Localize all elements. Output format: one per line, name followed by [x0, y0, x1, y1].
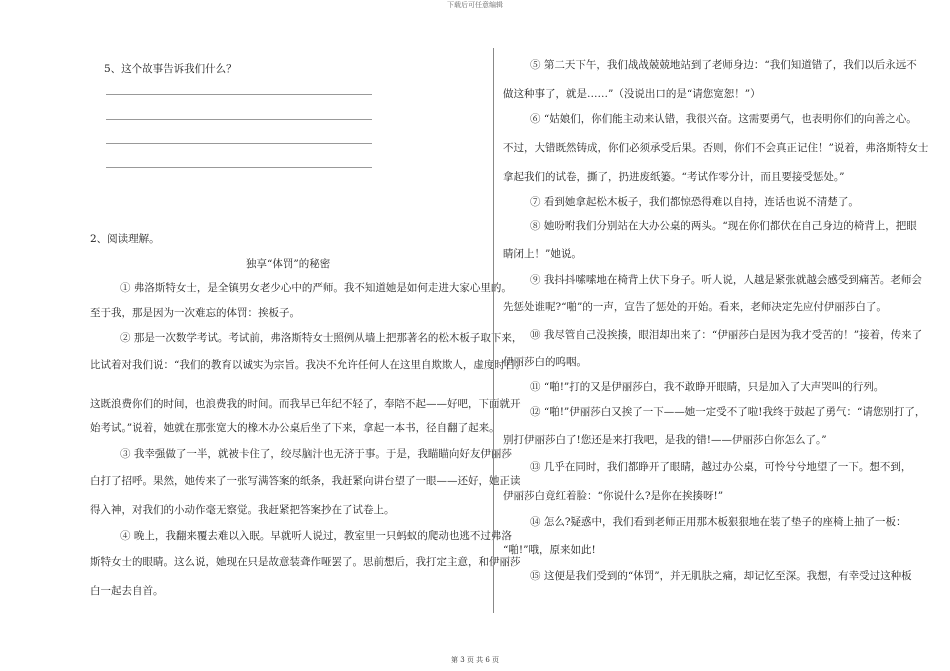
paragraph-line: ③ 我幸强做了一半，就被卡住了，绞尽脑汁也无济于事。于是，我瞄瞄向好友伊丽莎 — [120, 448, 512, 460]
section-label: 2、阅读理解。 — [90, 233, 160, 245]
paragraph-line: 始考试。”说着，她就在那张宽大的橡木办公桌后坐了下来，拿起一本书，径自翻了起来。 — [90, 422, 500, 434]
paragraph-line: 这既浪费你们的时间，也浪费我的时间。而我早已年纪不轻了，奉陪不起——好吧，下面就开 — [90, 398, 521, 410]
answer-line — [106, 119, 372, 120]
page-number: 第 3 页 共 6 页 — [450, 656, 500, 664]
paragraph-line: ⑨ 我抖抖嗦嗦地在椅背上伏下身子。听人说，人越是紧张就越会感受到痛苦。老师会 — [530, 274, 922, 286]
page-header: 下载后可任意编辑 — [447, 1, 503, 9]
answer-line — [106, 94, 372, 95]
paragraph-line: 得入神，对我们的小动作毫无察觉。我赶紧把答案抄在了试卷上。 — [90, 504, 395, 516]
paragraph-line: “啪!”哦，原来如此! — [503, 544, 596, 556]
paragraph-line: 白一起去自首。 — [90, 585, 164, 597]
paragraph-line: 拿起我们的试卷，撕了，扔进废纸篓。“考试作零分计，而且要接受惩处。” — [503, 171, 845, 183]
paragraph-line: 别打伊丽莎白了!您还是来打我吧，是我的错!——伊丽莎白你怎么了。” — [503, 434, 827, 446]
paragraph-line: 比试着对我们说：“我们的教育以诚实为宗旨。我决不允许任何人在这里自欺欺人，虚度时日。 — [90, 359, 526, 371]
paragraph-line: ⑤ 第二天下午，我们战战兢兢地站到了老师身边：“我们知道错了，我们以后永远不 — [530, 59, 917, 71]
paragraph-line: ⑬ 几乎在同时，我们都睁开了眼睛，越过办公桌，可怜兮兮地望了一下。想不到， — [530, 461, 912, 473]
paragraph-line: ① 弗洛斯特女士，是全镇男女老少心中的严师。我不知道她是如何走进大家心里的。 — [120, 282, 512, 294]
paragraph-line: ⑦ 看到她拿起松木板子，我们都惊恐得难以自持，连话也说不清楚了。 — [530, 196, 859, 208]
paragraph-line: 睛闭上！”她说。 — [503, 248, 582, 260]
paragraph-line: 先惩处谁呢?“啪”的一声，宣告了惩处的开始。看来，老师决定先应付伊丽莎白了。 — [503, 301, 887, 313]
paragraph-line: ④ 晚上，我翻来覆去难以入眠。早就听人说过，教室里一只蚂蚁的爬动也逃不过弗洛 — [120, 530, 512, 542]
paragraph-line: ⑫ “啪!”伊丽莎白又挨了一下——她一定受不了啦!我终于鼓起了勇气：“请您别打了， — [530, 406, 926, 418]
paragraph-line: 斯特女士的眼睛。这么说，她现在只是故意装聋作哑罢了。思前想后，我打定主意，和伊丽莎 — [90, 556, 521, 568]
paragraph-line: 伊丽莎白竟红着脸：“你说什么?是你在挨揍呀!” — [503, 490, 724, 502]
paragraph-line: ⑭ 怎么?疑惑中，我们看到老师正用那木板狠狠地在装了垫子的座椅上抽了一板： — [530, 516, 907, 528]
paragraph-line: ⑩ 我尽管自己没挨揍，眼泪却出来了：“伊丽莎白是因为我才受苦的！”接着，传来了 — [530, 329, 923, 341]
paragraph-line: ⑧ 她吩咐我们分别站在大办公桌的两头。“现在你们都伏在自己身边的椅背上，把眼 — [530, 220, 917, 232]
paragraph-line: ⑥ “姑娘们，你们能主动来认错，我很兴奋。这需要勇气，也表明你们的向善之心。 — [530, 113, 917, 125]
passage-title: 独享“体罚”的秘密 — [246, 258, 331, 270]
paragraph-line: ⑪ “啪!”打的又是伊丽莎白，我不敢睁开眼睛，只是加入了大声哭叫的行列。 — [530, 381, 885, 393]
paragraph-line: 至于我，那是因为一次难忘的体罚：挨板子。 — [90, 307, 300, 319]
question-5: 5、这个故事告诉我们什么？ — [104, 63, 237, 75]
paragraph-line: ② 那是一次数学考试。考试前，弗洛斯特女士照例从墙上把那著名的松木板子取下来， — [120, 332, 523, 344]
paragraph-line: 白打了招呼。果然，她传来了一张写满答案的纸条，我赶紧向讲台望了一眼——还好，她正读 — [90, 475, 521, 487]
column-divider — [493, 48, 494, 613]
paragraph-line: 不过，大错既然铸成，你们必须承受后果。否则，你们不会真正记住！”说着，弗洛斯特女士 — [503, 142, 929, 154]
answer-line — [106, 143, 372, 144]
paragraph-line: ⑮ 这便是我们受到的“体罚”，并无肌肤之痛，却记忆至深。我想，有幸受过这种板 — [530, 570, 912, 582]
paragraph-line: 伊丽莎白的呜咽。 — [503, 356, 587, 368]
paragraph-line: 做这种事了，就是……”（没说出口的是“请您宽恕！”） — [503, 88, 761, 100]
answer-line — [106, 167, 372, 168]
